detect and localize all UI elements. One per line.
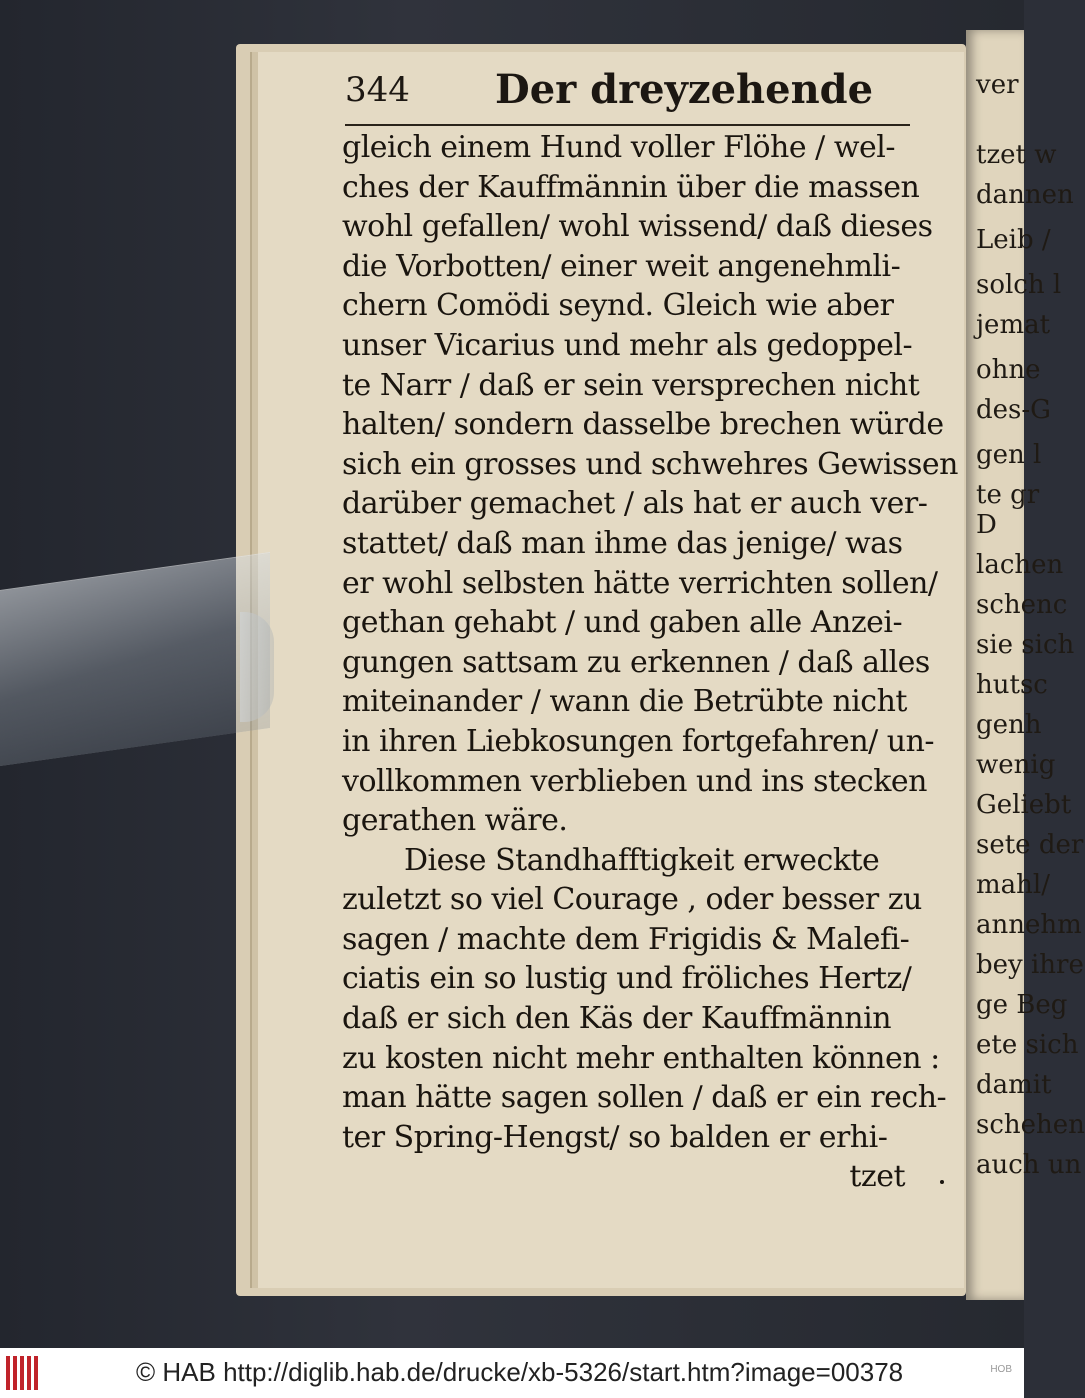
facing-page-fragment: Leib / [976,225,1051,255]
facing-page-fragment: ge Beg [976,990,1068,1020]
footer-bar [0,1348,1024,1398]
facing-page-fragment: D [976,510,997,540]
facing-page-fragment: jemat [976,310,1051,340]
text-line: gleich einem Hund voller Flöhe / wel- [342,130,895,165]
text-line: miteinander / wann die Betrübte nicht [342,684,907,720]
facing-page-fragment: gen l [976,440,1042,470]
header-rule [345,124,910,126]
facing-page-fragment: te gr [976,480,1040,510]
facing-page-fragment: wenig [976,750,1056,780]
text-line: ter Spring-Hengst/ so balden er erhi- [342,1119,888,1155]
facing-page-fragment: dannen [976,180,1074,210]
facing-page-fragment: solch l [976,270,1062,300]
text-line: zuletzt so viel Courage , oder besser zu [342,882,922,918]
facing-page-fragment: hutsc [976,670,1048,700]
facing-page-fragment: auch un [976,1150,1082,1180]
facing-page-fragment: annehm [976,910,1082,940]
facing-page-fragment: Geliebt [976,790,1072,820]
body-text [342,128,958,1197]
text-line: gerathen wäre. [342,803,568,839]
text-line: sagen / machte dem Frigidis & Malefi- [342,921,910,957]
text-line: stattet/ daß man ihme das jenige/ was [342,525,903,561]
running-title: Der dreyzehende [495,66,874,113]
text-line: die Vorbotten/ einer weit angenehmli- [342,248,901,284]
facing-page-fragment: bey ihre [976,950,1084,980]
text-line: halten/ sondern dasselbe brechen würde [342,407,944,443]
facing-page-fragment: lachen [976,550,1064,580]
text-line: wohl gefallen/ wohl wissend/ daß dieses [342,209,933,245]
catchword: tzet [849,1159,905,1195]
text-line: unser Vicarius und mehr als gedoppel- [342,327,913,363]
glass-clamp-tip [240,612,274,722]
text-line: ciatis ein so lustig und fröliches Hertz/ [342,961,912,997]
facing-page-fragment: ver [976,70,1019,100]
text-line: chern Comödi seynd. Gleich wie aber [342,288,894,324]
text-line: man hätte sagen sollen / daß er ein rech- [342,1080,947,1116]
facing-page-fragment: schenc [976,590,1068,620]
footer-mark: HOB [990,1364,1012,1375]
text-line: vollkommen verblieben und ins stecken [342,763,927,799]
facing-page-fragment: schehen [976,1110,1085,1140]
text-line: gethan gehabt / und gaben alle Anzei- [342,605,903,641]
hab-logo-icon [6,1356,44,1390]
facing-page-fragment: ohne [976,355,1041,385]
page-number: 344 [345,70,410,110]
text-line: sich ein grosses und schwehres Gewissen [342,446,958,482]
facing-page-fragment: sete der [976,830,1084,860]
facing-page-fragment: mahl/ [976,870,1050,900]
text-line: te Narr / daß er sein versprechen nicht [342,367,920,403]
text-line: er wohl selbsten hätte verrichten sollen/ [342,565,938,601]
facing-page-fragment: des-G [976,395,1051,425]
page-header [345,66,905,120]
text-line: darüber gemachet / als hat er auch ver- [342,486,928,522]
ink-dot [940,1180,944,1184]
text-line: daß er sich den Käs der Kauffmännin [342,1001,892,1037]
text-line: in ihren Liebkosungen fortgefahren/ un- [342,723,935,759]
facing-page-fragment: damit [976,1070,1052,1100]
facing-page-fragment: tzet w [976,140,1057,170]
text-line: zu kosten nicht mehr enthalten können : [342,1040,940,1076]
facing-page [966,30,1085,1300]
facing-page-fragment: ete sich [976,1030,1079,1060]
facing-page-fragment: sie sich [976,630,1075,660]
facing-page-fragment: genh [976,710,1042,740]
copyright-link[interactable]: © HAB http://diglib.hab.de/drucke/xb-5326/start.htm?image=00378 [136,1357,904,1387]
text-line: gungen sattsam zu erkennen / daß alles [342,644,930,680]
text-line: ches der Kauffmännin über die massen [342,169,920,205]
text-line: Diese Standhafftigkeit erweckte [404,842,880,878]
